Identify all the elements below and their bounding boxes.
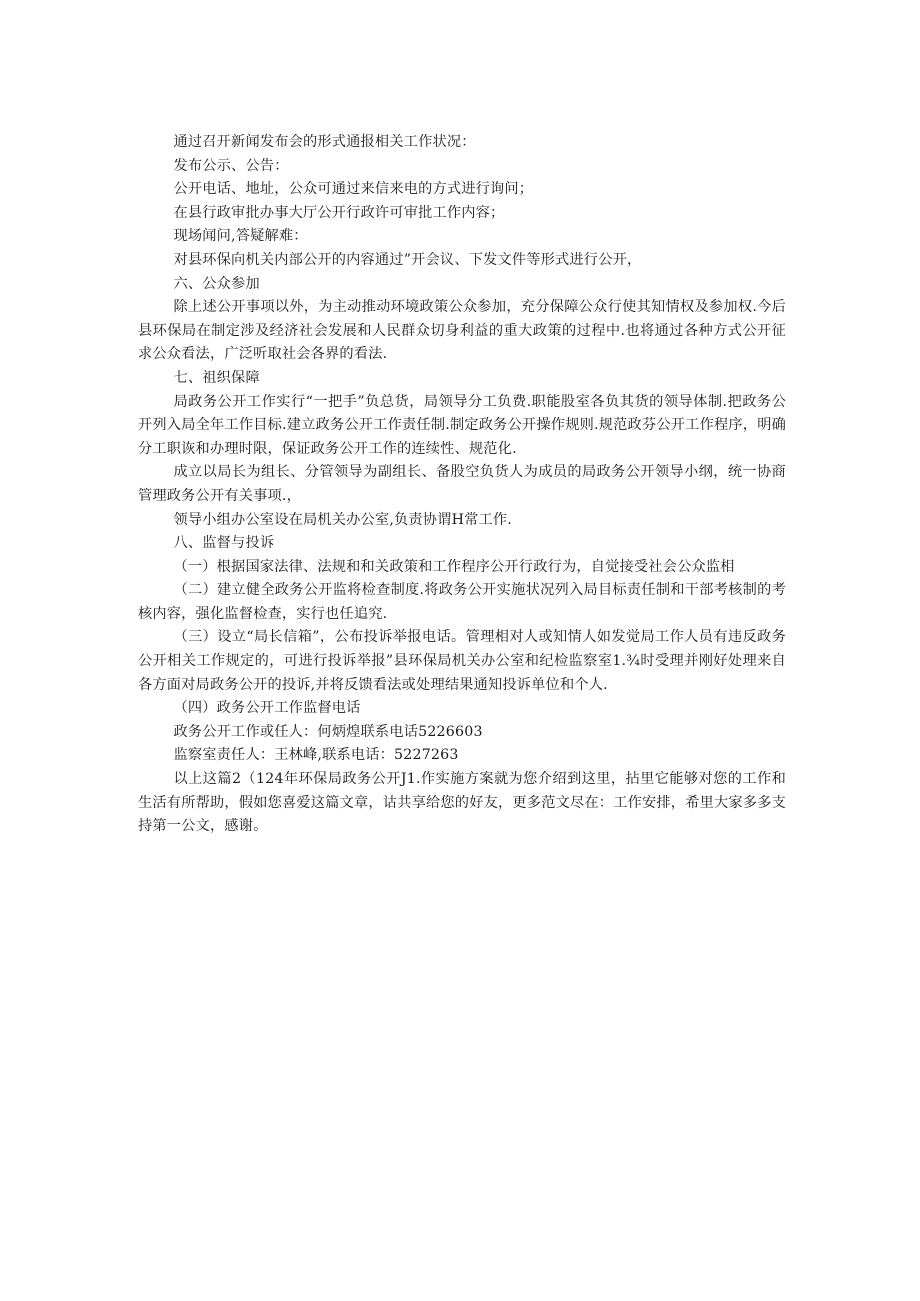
paragraph-public-notice: 发布公示、公告： <box>173 157 289 174</box>
section-heading-public-participation: 六、公众参加 <box>173 275 260 292</box>
paragraph-closing: 以上这篇2（124年环保局政务公开J1.作实施方案就为您介绍到这里，拈里它能够对您的工作和生活有所帮助，假如您喜爱这篇文章，诂共享给您的好友，更多范文尽在：工作安排，希里大家多多支持第一公文，感谢。 <box>138 771 786 835</box>
paragraph-public-participation: 除上述公开事项以外，为主动推动环境政策公众参加，充分保障公众行使其知情权及参加权.今后县环保局在制定涉及经济社会发展和人民群众切身利益的重大政策的过程中.也将通过各种方式公开征求公众看法，广泛听取社会各界的看法. <box>138 299 786 363</box>
paragraph-supervision-1: （一）根据国家法律、法规和和关政策和工作程序公开行政行为，自觉接受社会公众监相 <box>173 558 735 575</box>
paragraph-supervision-4: （四）政务公开工作监督电话 <box>173 700 361 717</box>
document-body <box>138 131 786 839</box>
section-heading-supervision: 八、监督与投诉 <box>173 535 275 552</box>
paragraph-press-conference: 通过召开新闻发布会的形式通报相关工作状况： <box>173 134 476 150</box>
paragraph-leadership-system: 局政务公开工作实行“一把手”负总货，局领导分工负费.职能股室各负其货的领导体制.把政务公开列入局全年工作目标.建立政务公开工作责任制.制定政务公开操作规则.规范政芬公开工作程序，明确分工职诙和办理时限，保证政务公开工作的连续性、规范化. <box>138 393 786 457</box>
paragraph-leading-group: 成立以局长为组长、分管领导为副组长、备股空负货人为成员的局政务公开领导小纲，统一协商管理政务公开有关事项.， <box>138 464 786 504</box>
contact-responsible-person: 政务公开工作或任人：何炳煌联系电话5226603 <box>173 723 483 740</box>
paragraph-public-phone: 公开电话、地址，公众可通过来信来电的方式进行询问； <box>173 181 534 198</box>
section-heading-organization: 七、祖织保障 <box>173 369 260 386</box>
paragraph-internal-disclosure: 对县环保向机关内部公开的内容通过”开会议、下发文件等形式进行公开， <box>173 251 642 268</box>
contact-inspection-office: 监察室责任人：王林峰,联系电话：5227263 <box>173 747 459 764</box>
paragraph-approval-hall: 在县行政审批办事大厅公开行政许可审批工作内容； <box>173 204 505 221</box>
paragraph-onsite-qa: 现场闻问,答疑解难： <box>173 228 308 245</box>
paragraph-group-office: 领导小组办公室设在局机关办公室,负责协谓H常工作. <box>173 511 513 528</box>
paragraph-supervision-3: （三）设立“局长信箱”，公布投诉举报电话。管理相对人或知情人如发觉局工作人员有违反政务公开相关工作规定的，可进行投诉举报”县环保局机关办公室和纪检监察室1.¾时受理并刚好处理来自各方面对局政务公开的投诉,并将反馈看法或处理结果通知投诉单位和个人. <box>138 629 786 693</box>
paragraph-supervision-2: （二）建立健全政务公开监将检查制度.将政务公开实施状况列入局目标责任制和干部考核制的考核内容，强化监督检查，实行也任追究. <box>138 582 786 622</box>
